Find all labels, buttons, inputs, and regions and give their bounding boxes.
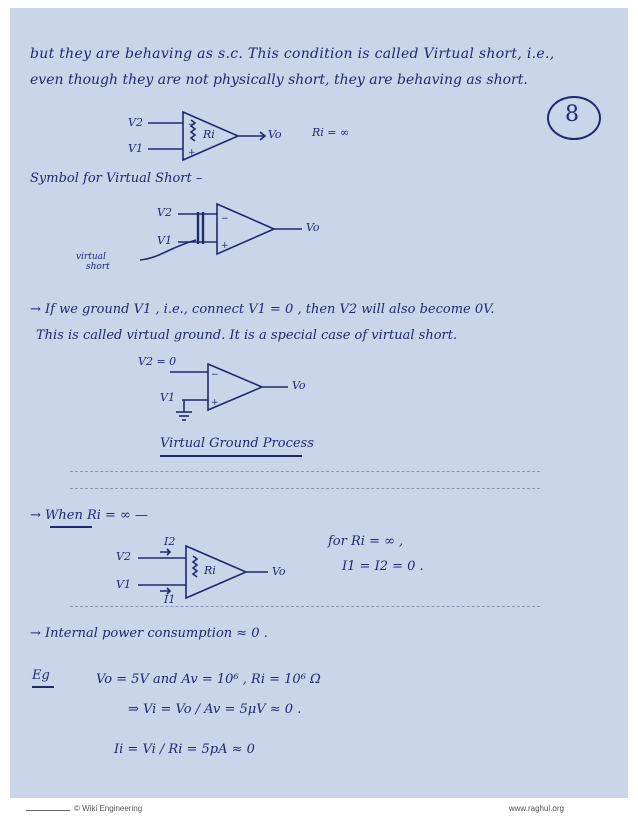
fig3-vo-label: Vo [292, 379, 306, 392]
footer-left-credit: © Wiki Engineering [74, 804, 143, 813]
footer [0, 798, 638, 826]
eg-line-1: Vo = 5V and Av = 10⁶ , Ri = 10⁶ Ω [96, 672, 321, 687]
fig2-v1-label: V1 [157, 234, 172, 247]
fig4-i2-label: I2 [164, 535, 176, 548]
notebook-page [10, 8, 628, 798]
note-line-2: even though they are not physically short, they are behaving as short. [30, 72, 528, 88]
ruled-line [70, 606, 540, 607]
fig2-v2-label: V2 [157, 206, 172, 219]
fig1-v1-label: V1 [128, 142, 143, 155]
fig4-resistor [193, 556, 197, 577]
ruled-line [70, 471, 540, 472]
fig3-minus-sign: − [211, 370, 219, 380]
fig4-v2-label: V2 [116, 550, 131, 563]
currents-text: I1 = I2 = 0 . [342, 559, 424, 574]
eg-label: Eg [32, 668, 50, 683]
title-underline [160, 455, 302, 457]
fig1-plus-sign: + [188, 148, 196, 158]
ground-line-2: This is called virtual ground. It is a special case of virtual short. [36, 328, 458, 343]
fig4-i1-label: I1 [164, 593, 176, 606]
virtual-label: virtual [76, 252, 106, 262]
fig1-vo-label: Vo [268, 128, 282, 141]
internal-power-text: → Internal power consumption ≈ 0 . [30, 626, 268, 641]
eg-underline [32, 686, 54, 688]
fig3-v2-label: V2 = 0 [138, 355, 177, 368]
page-number: 8 [565, 102, 579, 127]
fig2-minus-sign: − [221, 214, 229, 224]
fig4-vo-label: Vo [272, 565, 286, 578]
eg-line-3: Ii = Vi / Ri = 5pA ≈ 0 [114, 742, 255, 757]
virtual-ground-title: Virtual Ground Process [160, 436, 314, 451]
fig1-ri-condition: Ri = ∞ [312, 126, 350, 139]
fig4-ri-inside: Ri [204, 564, 216, 577]
fig4-i2-arrow [160, 549, 170, 555]
short-label: short [86, 262, 110, 272]
fig1-minus-sign: − [188, 120, 196, 130]
eg-line-2: ⇒ Vi = Vo / Av = 5μV ≈ 0 . [128, 702, 302, 717]
when-underline [50, 526, 92, 528]
when-ri-heading: → When Ri = ∞ — [30, 508, 149, 523]
fig1-ri-inside: Ri [203, 128, 215, 141]
footer-rule [26, 810, 70, 811]
ruled-line [70, 488, 540, 489]
ground-line-1: → If we ground V1 , i.e., connect V1 = 0 , then V2 will also become 0V. [30, 302, 495, 317]
footer-right-url: www.raghul.org [508, 804, 564, 813]
fig2-plus-sign: + [221, 241, 229, 251]
fig3-v1-label: V1 [160, 391, 175, 404]
fig2-vo-label: Vo [306, 221, 320, 234]
symbol-heading: Symbol for Virtual Short – [30, 171, 203, 186]
note-line-1: but they are behaving as s.c. This condition is called Virtual short, i.e., [30, 46, 555, 62]
fig1-v2-label: V2 [128, 116, 143, 129]
for-ri-text: for Ri = ∞ , [328, 534, 404, 549]
fig4-v1-label: V1 [116, 578, 131, 591]
fig3-plus-sign: + [211, 398, 219, 408]
